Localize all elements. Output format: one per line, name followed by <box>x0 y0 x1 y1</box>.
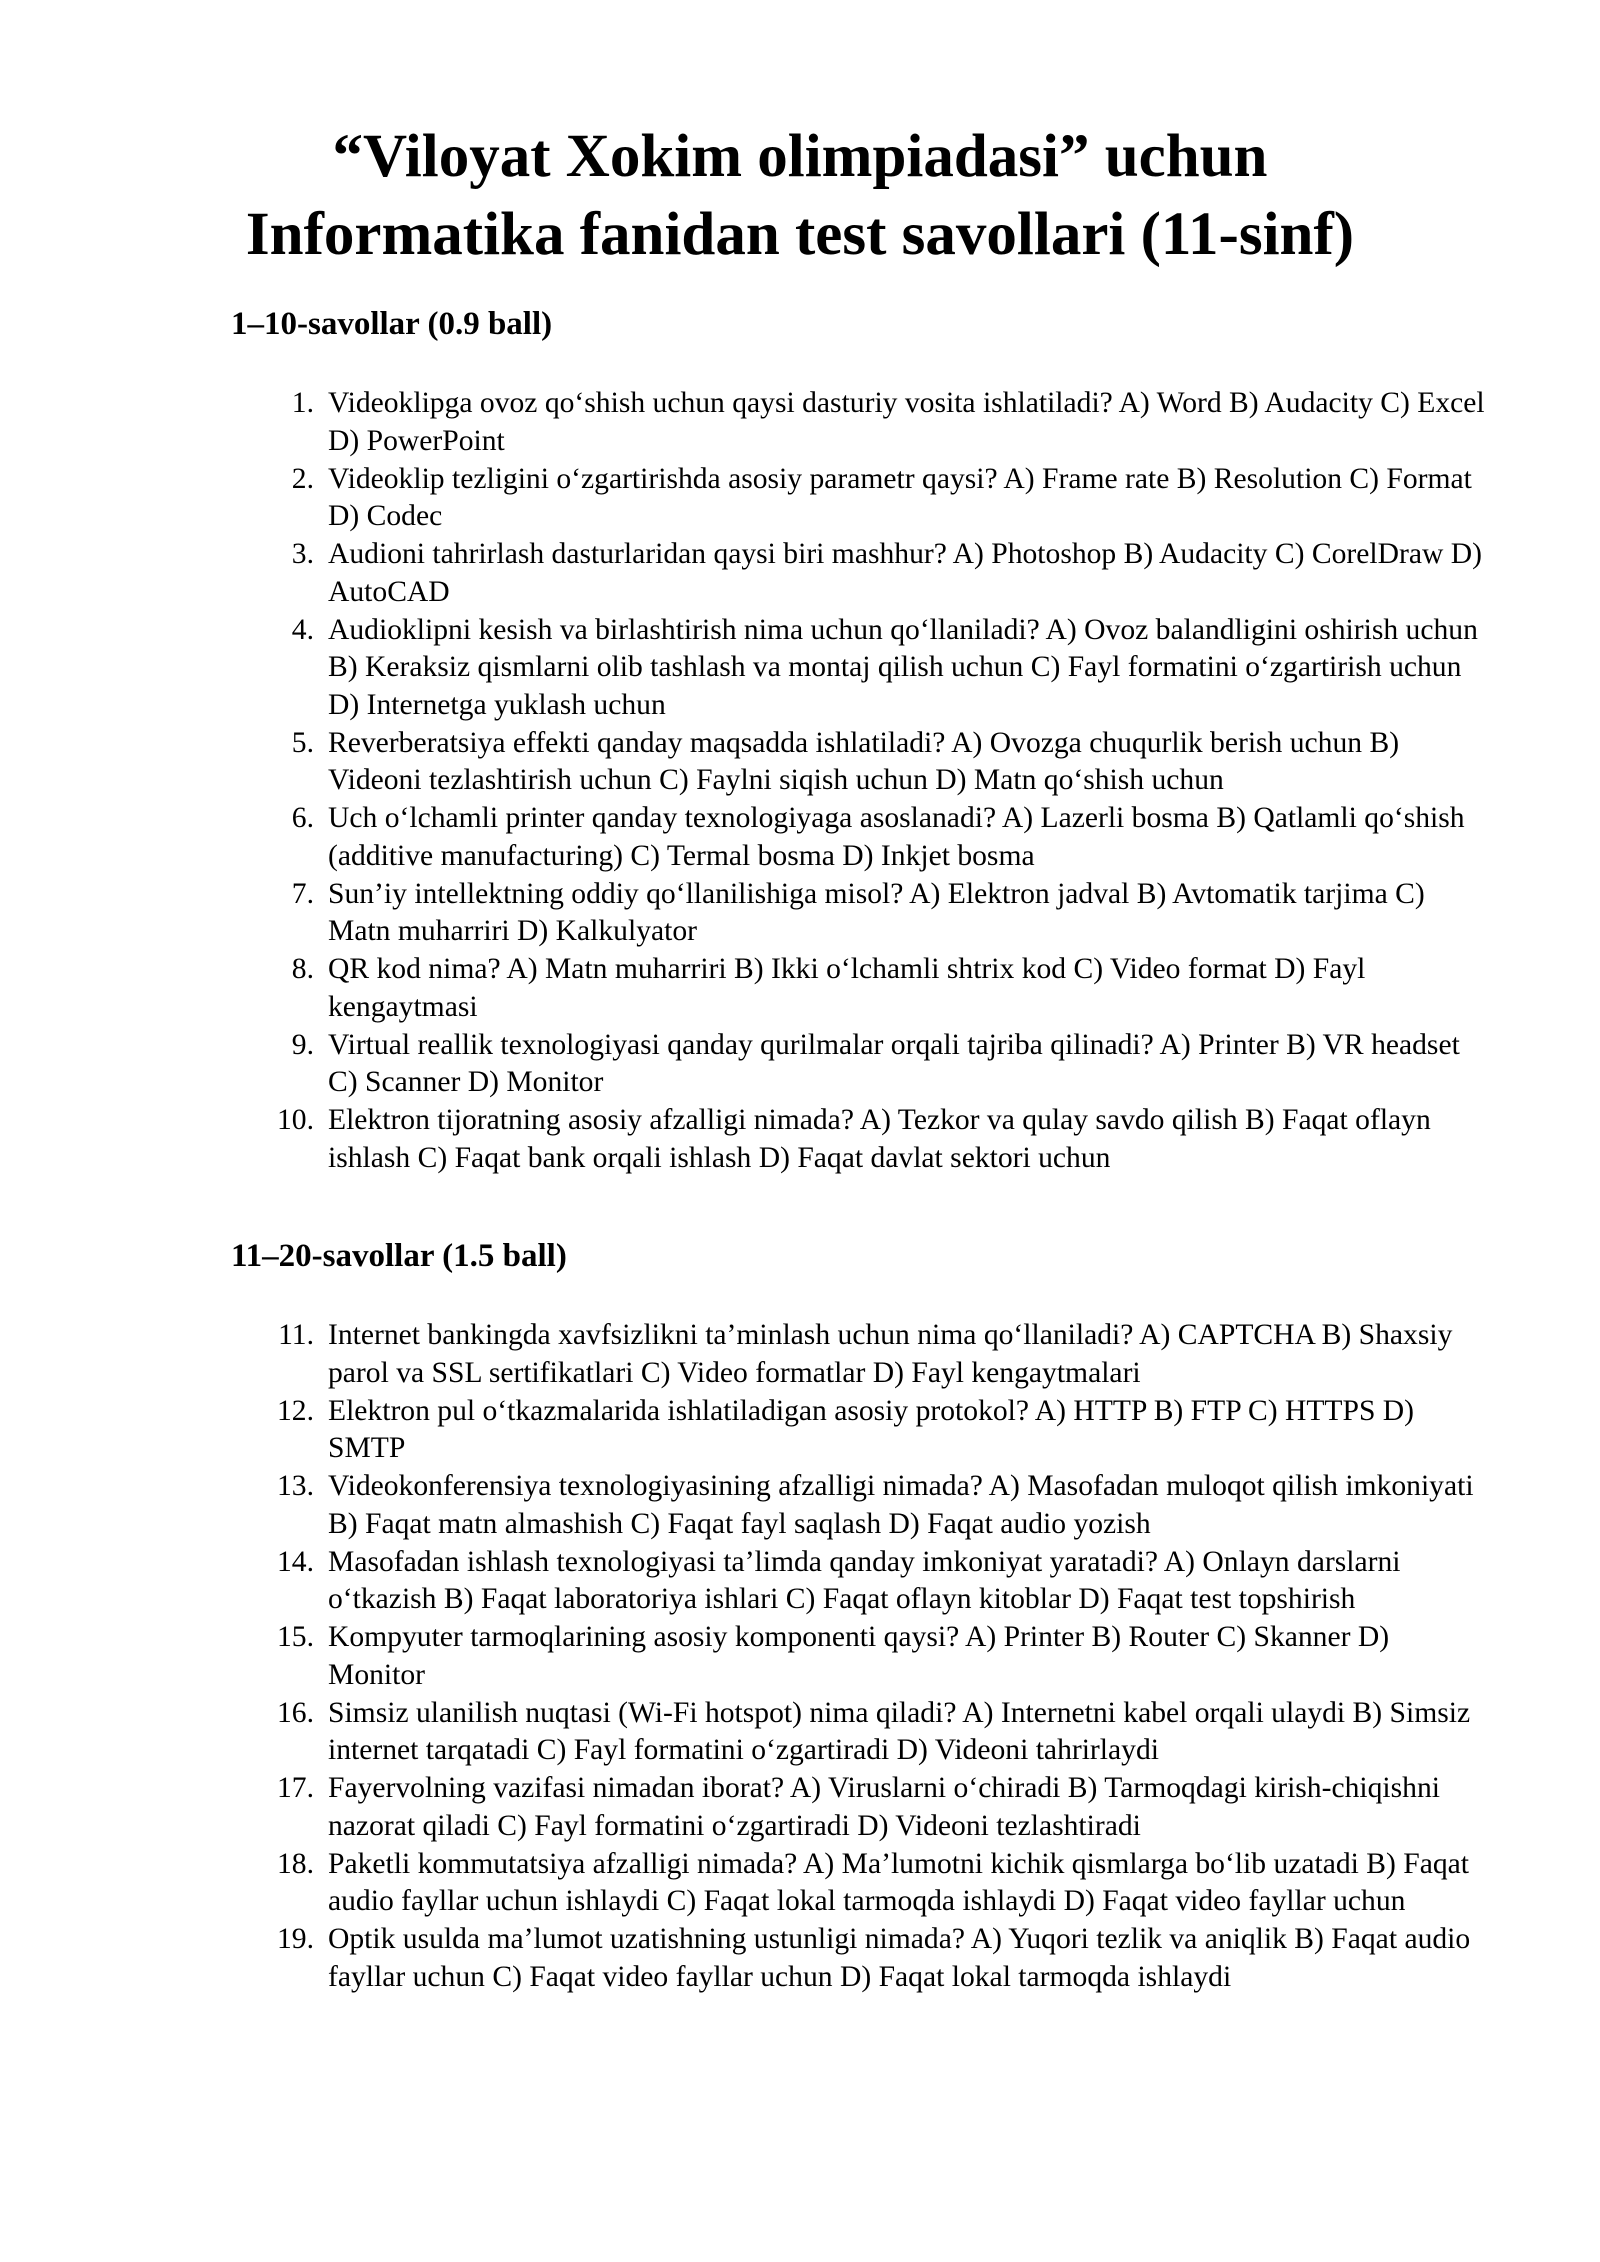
question-text: Reverberatsiya effekti qanday maqsadda ishlatiladi? A) Ovozga chuqurlik berish uchun B) Videoni tezlashtirish uchun C) Faylni siqish uchun D) Matn qo‘shish uchun <box>328 726 1400 796</box>
question-item <box>0 1317 1490 1392</box>
document-title <box>200 118 1400 274</box>
question-number: 10. <box>277 1104 314 1136</box>
question-text: Paketli kommutatsiya afzalligi nimada? A) Ma’lumotni kichik qismlarga bo‘lib uzatadi B) Faqat audio fayllar uchun ishlaydi C) Faqat lokal tarmoqda ishlaydi D) Faqat video fayllar uchun <box>328 1847 1470 1917</box>
question-item <box>0 1544 1490 1619</box>
question-text: Audioni tahrirlash dasturlaridan qaysi biri mashhur? A) Photoshop B) Audacity C) CorelDraw D) AutoCAD <box>328 538 1482 608</box>
question-number: 7. <box>291 877 314 910</box>
question-item <box>0 385 1490 460</box>
question-item <box>0 1027 1490 1102</box>
question-item <box>0 1619 1490 1694</box>
question-number: 11. <box>278 1319 314 1351</box>
question-number: 13. <box>277 1470 314 1502</box>
question-text: QR kod nima? A) Matn muharriri B) Ikki o‘lchamli shtrix kod C) Video format D) Fayl kengaytmasi <box>328 953 1366 1023</box>
question-number: 15. <box>277 1621 314 1653</box>
question-text: Fayervolning vazifasi nimadan iborat? A) Viruslarni o‘chiradi B) Tarmoqdagi kirish-chiqishni nazorat qiladi C) Fayl formatini o‘zgartiradi D) Videoni tezlashtiradi <box>328 1772 1440 1842</box>
question-item <box>0 876 1490 951</box>
question-item <box>0 536 1490 611</box>
question-item <box>0 1695 1490 1770</box>
question-text: Audioklipni kesish va birlashtirish nima uchun qo‘llaniladi? A) Ovoz balandligini oshirish uchun B) Keraksiz qismlarni olib tashlash va montaj qilish uchun C) Fayl formatini o‘zgartirish uchun D) Internetga yuklash uchun <box>328 613 1478 721</box>
question-number: 9. <box>291 1028 314 1061</box>
question-text: Kompyuter tarmoqlarining asosiy komponenti qaysi? A) Printer B) Router C) Skanner D) Monitor <box>328 1621 1390 1691</box>
question-item <box>0 725 1490 800</box>
question-number: 3. <box>291 538 314 570</box>
question-item <box>0 1846 1490 1921</box>
question-text: Masofadan ishlash texnologiyasi ta’limda qanday imkoniyat yaratadi? A) Onlayn darslarni o‘tkazish B) Faqat laboratoriya ishlari C) Faqat oflayn kitoblar D) Faqat test topshirish <box>328 1545 1401 1615</box>
question-text: Uch o‘lchamli printer qanday texnologiyaga asoslanadi? A) Lazerli bosma B) Qatlamli qo‘shish (additive manufacturing) C) Termal bosma D) Inkjet bosma <box>328 802 1465 872</box>
question-number: 16. <box>277 1696 314 1729</box>
question-number: 1. <box>291 387 314 419</box>
question-text: Simsiz ulanilish nuqtasi (Wi-Fi hotspot) nima qiladi? A) Internetni kabel orqali ulaydi B) Simsiz internet tarqatadi C) Fayl formatini o‘zgartiradi D) Videoni tahrirlaydi <box>328 1696 1471 1766</box>
question-number: 5. <box>291 726 314 759</box>
question-list-1 <box>0 385 1490 1178</box>
question-number: 4. <box>291 613 314 646</box>
question-item <box>0 951 1490 1026</box>
question-item <box>0 1921 1490 1996</box>
question-number: 8. <box>291 953 314 985</box>
question-item <box>0 1770 1490 1845</box>
section-heading-1: 1–10-savollar (0.9 ball) <box>231 306 553 342</box>
question-text: Optik usulda ma’lumot uzatishning ustunligi nimada? A) Yuqori tezlik va aniqlik B) Faqat audio fayllar uchun C) Faqat video fayllar uchun D) Faqat lokal tarmoqda ishlaydi <box>328 1923 1471 1993</box>
question-number: 12. <box>277 1394 314 1427</box>
question-list-2 <box>0 1317 1490 1997</box>
question-text: Elektron pul o‘tkazmalarida ishlatiladigan asosiy protokol? A) HTTP B) FTP C) HTTPS D) SMTP <box>328 1394 1415 1464</box>
question-text: Elektron tijoratning asosiy afzalligi nimada? A) Tezkor va qulay savdo qilish B) Faqat oflayn ishlash C) Faqat bank orqali ishlash D) Faqat davlat sektori uchun <box>328 1104 1431 1174</box>
question-text: Videoklip tezligini o‘zgartirishda asosiy parametr qaysi? A) Frame rate B) Resolution C) Format D) Codec <box>328 462 1472 532</box>
question-item <box>0 1468 1490 1543</box>
question-text: Videoklipga ovoz qo‘shish uchun qaysi dasturiy vosita ishlatiladi? A) Word B) Audacity C) Excel D) PowerPoint <box>328 387 1485 457</box>
section-heading-2: 11–20-savollar (1.5 ball) <box>231 1238 567 1274</box>
question-item <box>0 800 1490 875</box>
title-line-1: “Viloyat Xokim olimpiadasi” uchun <box>332 123 1268 190</box>
question-number: 6. <box>291 802 314 834</box>
question-number: 18. <box>277 1847 314 1880</box>
question-number: 2. <box>291 462 314 495</box>
question-text: Internet bankingda xavfsizlikni ta’minlash uchun nima qo‘llaniladi? A) CAPTCHA B) Shaxsiy parol va SSL sertifikatlari C) Video formatlar D) Fayl kengaytmalari <box>328 1319 1453 1389</box>
question-text: Sun’iy intellektning oddiy qo‘llanilishiga misol? A) Elektron jadval B) Avtomatik tarjima C) Matn muharriri D) Kalkulyator <box>328 877 1425 947</box>
question-item <box>0 1102 1490 1177</box>
title-line-2: Informatika fanidan test savollari (11-sinf) <box>245 201 1355 268</box>
question-item <box>0 461 1490 536</box>
question-text: Videokonferensiya texnologiyasining afzalligi nimada? A) Masofadan muloqot qilish imkoniyati B) Faqat matn almashish C) Faqat fayl saqlash D) Faqat audio yozish <box>328 1470 1474 1540</box>
question-number: 14. <box>277 1545 314 1578</box>
question-item <box>0 1393 1490 1468</box>
question-item <box>0 612 1490 725</box>
question-number: 19. <box>277 1923 314 1955</box>
question-number: 17. <box>277 1772 314 1804</box>
question-text: Virtual reallik texnologiyasi qanday qurilmalar orqali tajriba qilinadi? A) Printer B) VR headset C) Scanner D) Monitor <box>328 1028 1460 1098</box>
